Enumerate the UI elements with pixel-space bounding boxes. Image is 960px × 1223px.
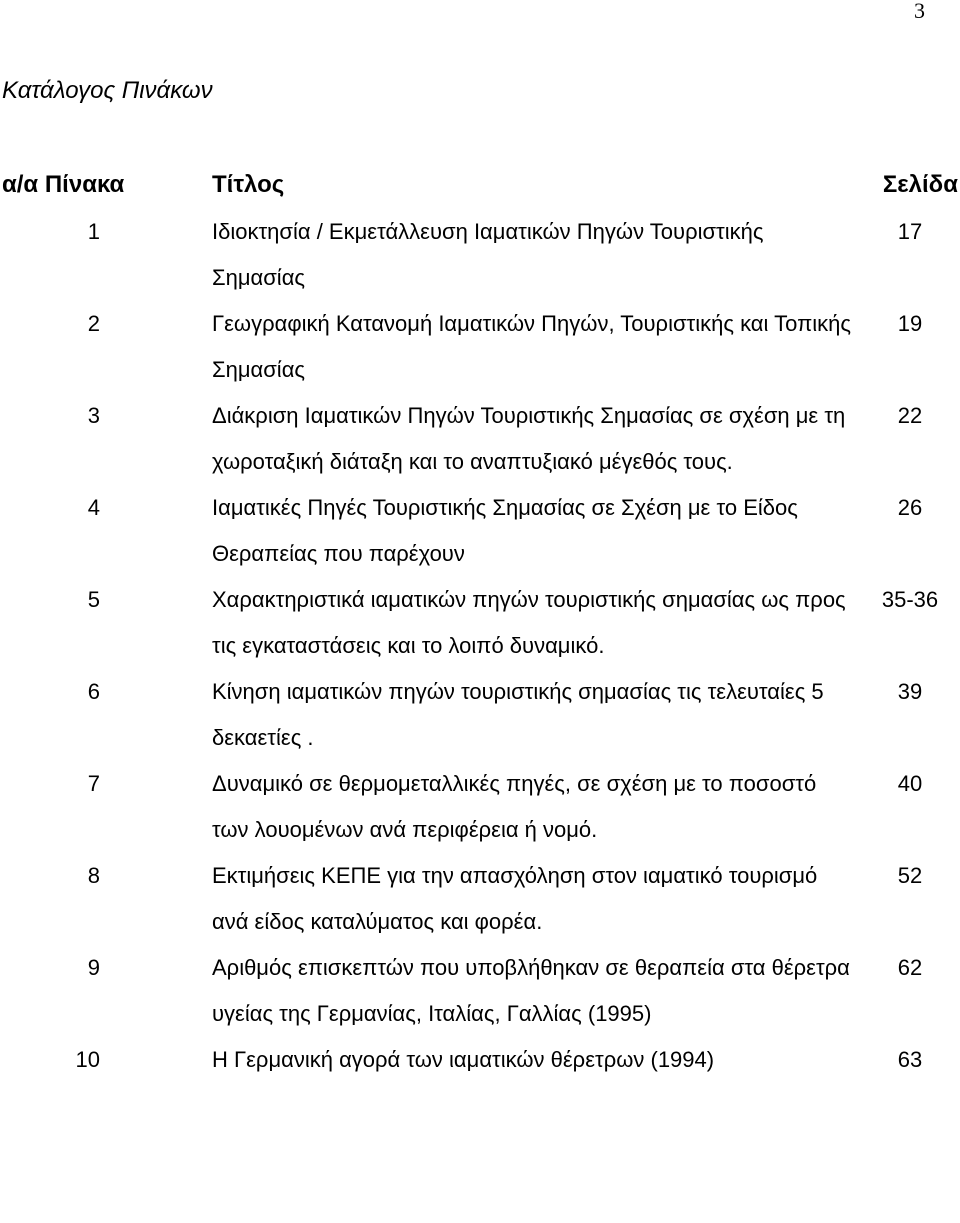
table-row [0, 209, 960, 301]
table-row [0, 301, 960, 393]
row-title: Εκτιμήσεις ΚΕΠΕ για την απασχόληση στον ιαματικό τουρισμό ανά είδος καταλύματος και φορέα. [212, 863, 818, 934]
row-number: 9 [87, 955, 100, 980]
column-header-title: Τίτλος [212, 171, 285, 198]
table-row [0, 761, 960, 853]
table-row [0, 945, 960, 1037]
row-page: 40 [897, 771, 923, 796]
document-title: Κατάλογος Πινάκων [2, 77, 213, 104]
row-number: 6 [87, 679, 100, 704]
row-title: Δυναμικό σε θερμομεταλλικές πηγές, σε σχέση με το ποσοστό των λουομένων ανά περιφέρεια ή νομό. [212, 771, 817, 842]
row-number: 5 [87, 587, 100, 612]
row-page: 62 [897, 955, 923, 980]
row-title: Κίνηση ιαματικών πηγών τουριστικής σημασίας τις τελευταίες 5 δεκαετίες . [212, 679, 824, 750]
table-row [0, 393, 960, 485]
row-number: 10 [75, 1047, 100, 1072]
row-page: 19 [897, 311, 923, 336]
table-row [0, 485, 960, 577]
row-page: 26 [897, 495, 923, 520]
row-number: 8 [87, 863, 100, 888]
row-number: 1 [87, 219, 100, 244]
row-title: Ιδιοκτησία / Εκμετάλλευση Ιαματικών Πηγών Τουριστικής Σημασίας [212, 219, 764, 290]
row-page: 22 [897, 403, 923, 428]
row-page: 39 [897, 679, 923, 704]
row-number: 2 [87, 311, 100, 336]
table-row [0, 669, 960, 761]
row-page: 52 [897, 863, 923, 888]
row-title: Χαρακτηριστικά ιαματικών πηγών τουριστικής σημασίας ως προς τις εγκαταστάσεις και το λοιπό δυναμικό. [212, 587, 846, 658]
row-title: Η Γερμανική αγορά των ιαματικών θέρετρων (1994) [212, 1047, 715, 1072]
table-of-tables [0, 209, 960, 1083]
column-header-page: Σελίδα [882, 171, 958, 198]
page-number: 3 [914, 0, 925, 23]
row-title: Γεωγραφική Κατανομή Ιαματικών Πηγών, Τουριστικής και Τοπικής Σημασίας [212, 311, 851, 382]
row-title: Διάκριση Ιαματικών Πηγών Τουριστικής Σημασίας σε σχέση με τη χωροταξική διάταξη και το αναπτυξιακό μέγεθός τους. [212, 403, 846, 474]
row-number: 4 [87, 495, 100, 520]
row-page: 35-36 [881, 587, 939, 612]
table-row [0, 577, 960, 669]
table-row [0, 853, 960, 945]
row-page: 17 [897, 219, 923, 244]
row-number: 3 [87, 403, 100, 428]
column-header-number: α/α Πίνακα [2, 171, 125, 198]
row-title: Ιαματικές Πηγές Τουριστικής Σημασίας σε Σχέση με το Είδος Θεραπείας που παρέχουν [212, 495, 798, 566]
row-title: Αριθμός επισκεπτών που υποβλήθηκαν σε θεραπεία στα θέρετρα υγείας της Γερμανίας, Ιταλίας, Γαλλίας (1995) [212, 955, 850, 1026]
row-number: 7 [87, 771, 100, 796]
row-page: 63 [897, 1047, 923, 1072]
table-row [0, 1037, 960, 1083]
